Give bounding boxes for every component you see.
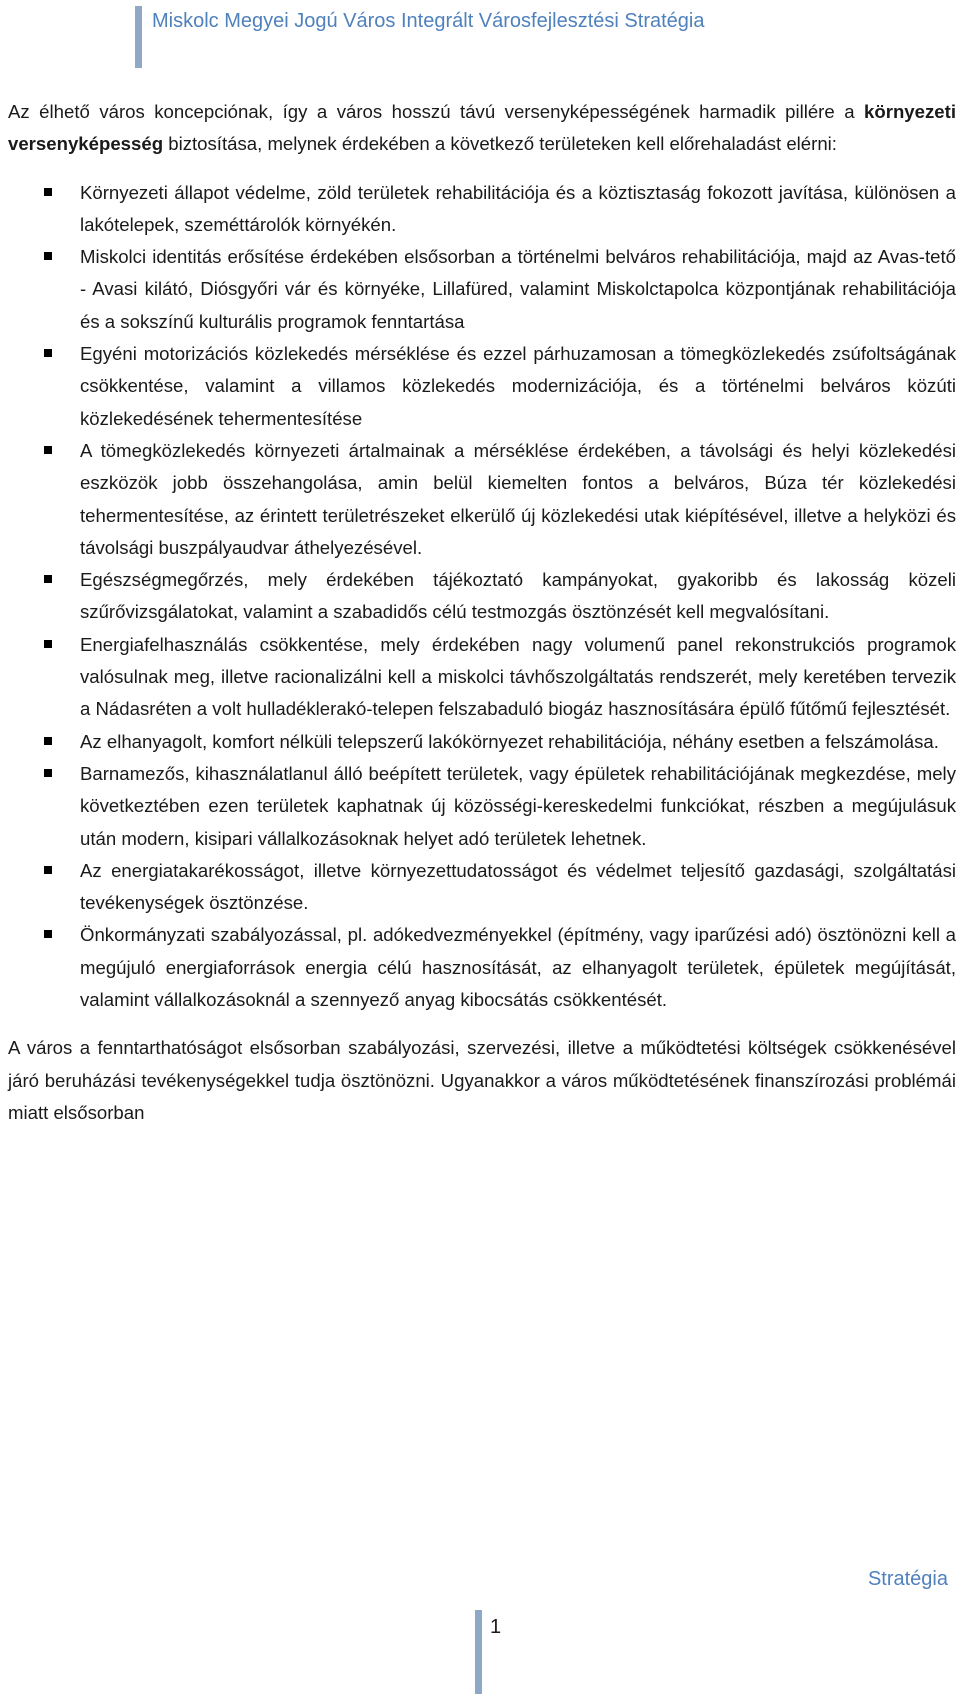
square-bullet-icon (44, 446, 52, 454)
document-body (8, 96, 956, 1129)
intro-bold-phrase: környezeti versenyképesség (8, 101, 956, 155)
page-header (135, 6, 935, 68)
bullet-list (8, 177, 956, 1017)
list-item-text: Egészségmegőrzés, mely érdekében tájékoztató kampányokat, gyakoribb és lakosság közeli szűrővizsgálatokat, valamint a szabadidős célú testmozgás ösztönzését kell megvalósítani. (80, 569, 956, 623)
list-item (8, 241, 956, 338)
list-item (8, 435, 956, 564)
list-item-text: Energiafelhasználás csökkentése, mely érdekében nagy volumenű panel rekonstrukciós programok valósulnak meg, illetve racionalizálni kell a miskolci távhőszolgáltatás rendszerét, mely keretében tervezik a Nádasréten a volt hulladéklerakó-telepen felszabaduló biogáz hasznosítására épülő fűtőmű fejlesztését. (80, 633, 956, 720)
square-bullet-icon (44, 769, 52, 777)
list-item-text: Környezeti állapot védelme, zöld területek rehabilitációja és a köztisztaság fokozott javítása, különösen a lakótelepek, szeméttárolók környékén. (80, 181, 956, 235)
list-item-text: A tömegközlekedés környezeti ártalmainak a mérséklése érdekében, a távolsági és helyi közlekedési eszközök jobb összehangolása, amin belül kiemelten fontos a belváros, Búza tér közlekedési tehermentesítése, az érintett területrészeket elkerülő új közlekedési utak kiépítésével, illetve a helyközi és távolsági buszpályaudvar áthelyezésével. (80, 439, 956, 558)
list-item (8, 177, 956, 242)
intro-text-after: biztosítása, melynek érdekében a következő területeken kell előrehaladást elérni: (163, 133, 837, 155)
list-item-text: Az energiatakarékosságot, illetve környezettudatosságot és védelmet teljesítő gazdasági, szolgáltatási tevékenységek ösztönzése. (80, 859, 956, 914)
list-item (8, 758, 956, 855)
list-item-text: Önkormányzati szabályozással, pl. adókedvezményekkel (építmény, vagy iparűzési adó) ösztönözni kell a megújuló energiaforrások energia célú hasznosítását, az elhanyagolt területek, épületek megújítását, valamint vállalkozásoknál a szennyező anyag kibocsátás csökkentését. (80, 924, 956, 1011)
list-item (8, 629, 956, 726)
list-item-text: Barnamezős, kihasználatlanul álló beépített területek, vagy épületek rehabilitációjának megkezdése, mely következtében ezen területek kaphatnak új közösségi-kereskedelmi funkciókat, részben a megújulásuk után modern, kisipari vállalkozásoknak helyet adó területek lehetnek. (80, 762, 956, 849)
header-accent-bar (135, 6, 142, 68)
list-item (8, 855, 956, 920)
list-item-text: Miskolci identitás erősítése érdekében elsősorban a történelmi belváros rehabilitációja, majd az Avas-tető - Avasi kilátó, Diósgyőri vár és környéke, Lillafüred, valamint Miskolctapolca központjának rehabilitációja és a sokszínű kulturális programok fenntartása (80, 246, 956, 332)
list-item (8, 726, 956, 758)
square-bullet-icon (44, 737, 52, 745)
list-item-text: Az elhanyagolt, komfort nélküli telepszerű lakókörnyezet rehabilitációja, néhány esetben a felszámolása. (80, 730, 939, 752)
footer-accent-bar (475, 1610, 482, 1694)
list-item-text: Egyéni motorizációs közlekedés mérséklése és ezzel párhuzamosan a tömegközlekedés zsúfoltságának csökkentése, valamint a villamos közlekedés modernizációja, és a történelmi belváros közúti közlekedésének tehermentesítése (80, 343, 956, 429)
document-title: Miskolc Megyei Jogú Város Integrált Városfejlesztési Stratégia (152, 10, 705, 32)
closing-paragraph: A város a fenntarthatóságot elsősorban szabályozási, szervezési, illetve a működtetési költségek csökkenésével járó beruházási tevékenységekkel tudja ösztönözni. Ugyanakkor a város működtetésének finanszírozási problémái miatt elsősorban (8, 1037, 956, 1123)
intro-paragraph (8, 96, 956, 161)
intro-text-before: Az élhető város koncepciónak, így a város hosszú távú versenyképességének harmadik pillére a (8, 101, 865, 122)
list-item (8, 919, 956, 1016)
square-bullet-icon (44, 866, 52, 874)
square-bullet-icon (44, 349, 52, 357)
page-number: 1 (490, 1616, 502, 1638)
square-bullet-icon (44, 930, 52, 938)
footer-section-label: Stratégia (867, 1568, 948, 1590)
square-bullet-icon (44, 252, 52, 260)
list-item (8, 338, 956, 435)
square-bullet-icon (44, 640, 52, 648)
square-bullet-icon (44, 188, 52, 196)
square-bullet-icon (44, 575, 52, 583)
list-item (8, 564, 956, 629)
